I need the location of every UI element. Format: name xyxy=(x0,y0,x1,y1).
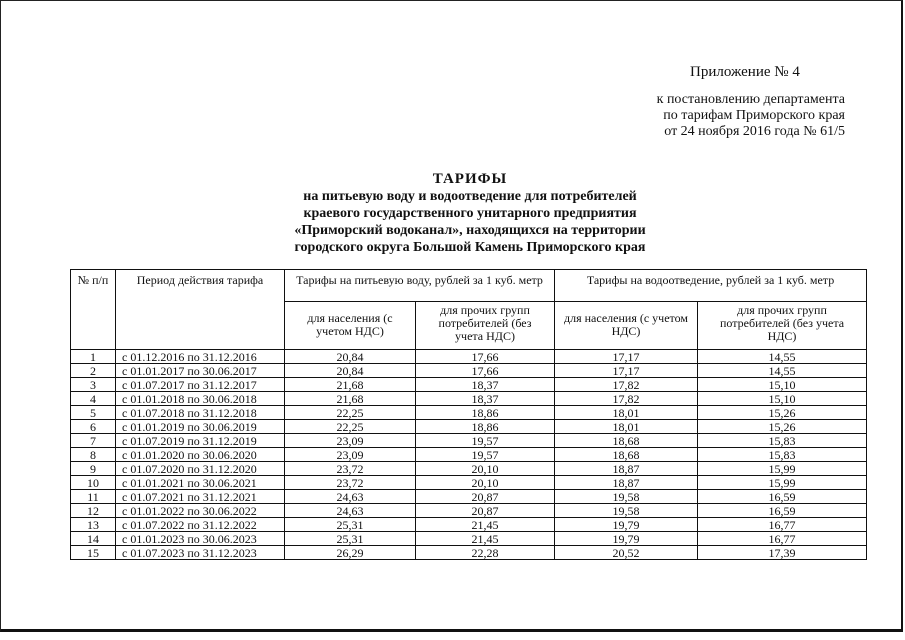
sewer-other-value: 16,77 xyxy=(698,518,867,532)
sewer-other-value: 17,39 xyxy=(698,546,867,560)
title-main: ТАРИФЫ xyxy=(432,171,508,187)
water-other-value: 18,86 xyxy=(416,420,555,434)
water-population-value: 20,84 xyxy=(285,350,416,364)
sewer-other-value: 15,10 xyxy=(698,392,867,406)
sewer-other-value: 15,99 xyxy=(698,462,867,476)
row-number: 9 xyxy=(71,462,116,476)
table-row xyxy=(71,546,867,560)
sewer-other-value: 16,77 xyxy=(698,532,867,546)
row-number: 12 xyxy=(71,504,116,518)
water-population-value: 21,68 xyxy=(285,392,416,406)
sewer-other-value: 15,99 xyxy=(698,476,867,490)
sewer-population-value: 19,58 xyxy=(555,490,698,504)
row-number: 14 xyxy=(71,532,116,546)
sewer-population-value: 17,17 xyxy=(555,350,698,364)
header-sewer-group: Тарифы на водоотведение, рублей за 1 куб. метр xyxy=(555,270,867,302)
water-other-value: 19,57 xyxy=(416,448,555,462)
water-other-value: 20,10 xyxy=(416,476,555,490)
reference-block xyxy=(657,92,845,140)
sewer-other-value: 14,55 xyxy=(698,364,867,378)
table-row xyxy=(71,420,867,434)
row-number: 10 xyxy=(71,476,116,490)
row-period: с 01.07.2018 по 31.12.2018 xyxy=(116,406,285,420)
row-number: 15 xyxy=(71,546,116,560)
document-title xyxy=(250,171,690,256)
row-period: с 01.01.2020 по 30.06.2020 xyxy=(116,448,285,462)
title-line: «Приморский водоканал», находящихся на территории xyxy=(294,223,646,238)
water-population-value: 24,63 xyxy=(285,504,416,518)
row-period: с 01.07.2021 по 31.12.2021 xyxy=(116,490,285,504)
water-population-value: 23,72 xyxy=(285,462,416,476)
water-population-value: 21,68 xyxy=(285,378,416,392)
water-population-value: 20,84 xyxy=(285,364,416,378)
row-number: 1 xyxy=(71,350,116,364)
water-population-value: 23,09 xyxy=(285,434,416,448)
row-period: с 01.01.2019 по 30.06.2019 xyxy=(116,420,285,434)
water-other-value: 20,10 xyxy=(416,462,555,476)
row-period: с 01.07.2019 по 31.12.2019 xyxy=(116,434,285,448)
row-number: 8 xyxy=(71,448,116,462)
row-period: с 01.07.2017 по 31.12.2017 xyxy=(116,378,285,392)
title-line: городского округа Большой Камень Приморского края xyxy=(294,240,646,255)
water-other-value: 20,87 xyxy=(416,504,555,518)
table-row xyxy=(71,392,867,406)
sewer-other-value: 14,55 xyxy=(698,350,867,364)
table-row xyxy=(71,504,867,518)
row-period: с 01.01.2023 по 30.06.2023 xyxy=(116,532,285,546)
sewer-population-value: 19,79 xyxy=(555,532,698,546)
table-row xyxy=(71,490,867,504)
water-population-value: 22,25 xyxy=(285,406,416,420)
sewer-population-value: 19,79 xyxy=(555,518,698,532)
reference-line: к постановлению департамента xyxy=(656,92,845,107)
row-number: 2 xyxy=(71,364,116,378)
header-number: № п/п xyxy=(71,270,116,350)
reference-line: по тарифам Приморского края xyxy=(663,108,845,123)
reference-line: от 24 ноября 2016 года № 61/5 xyxy=(664,124,845,139)
table-row xyxy=(71,448,867,462)
water-other-value: 21,45 xyxy=(416,518,555,532)
water-population-value: 25,31 xyxy=(285,532,416,546)
appendix-label: Приложение № 4 xyxy=(690,64,800,80)
water-other-value: 17,66 xyxy=(416,350,555,364)
row-number: 11 xyxy=(71,490,116,504)
header-sewer-other: для прочих групп потребителей (без учета НДС) xyxy=(698,302,867,350)
row-number: 3 xyxy=(71,378,116,392)
header-water-group: Тарифы на питьевую воду, рублей за 1 куб. метр xyxy=(285,270,555,302)
table-row xyxy=(71,532,867,546)
row-period: с 01.01.2017 по 30.06.2017 xyxy=(116,364,285,378)
sewer-other-value: 15,26 xyxy=(698,420,867,434)
table-row xyxy=(71,406,867,420)
sewer-population-value: 17,17 xyxy=(555,364,698,378)
sewer-other-value: 15,26 xyxy=(698,406,867,420)
sewer-population-value: 18,68 xyxy=(555,434,698,448)
title-line: на питьевую воду и водоотведение для потребителей xyxy=(303,189,637,204)
table-row xyxy=(71,476,867,490)
sewer-population-value: 19,58 xyxy=(555,504,698,518)
table-row xyxy=(71,434,867,448)
sewer-other-value: 15,83 xyxy=(698,434,867,448)
row-number: 6 xyxy=(71,420,116,434)
table-row xyxy=(71,518,867,532)
row-period: с 01.01.2018 по 30.06.2018 xyxy=(116,392,285,406)
water-other-value: 19,57 xyxy=(416,434,555,448)
sewer-population-value: 20,52 xyxy=(555,546,698,560)
row-period: с 01.01.2021 по 30.06.2021 xyxy=(116,476,285,490)
sewer-population-value: 17,82 xyxy=(555,392,698,406)
water-population-value: 25,31 xyxy=(285,518,416,532)
water-population-value: 22,25 xyxy=(285,420,416,434)
water-population-value: 26,29 xyxy=(285,546,416,560)
sewer-other-value: 16,59 xyxy=(698,504,867,518)
sewer-other-value: 15,83 xyxy=(698,448,867,462)
table-body xyxy=(71,350,867,560)
row-period: с 01.07.2023 по 31.12.2023 xyxy=(116,546,285,560)
header-period: Период действия тарифа xyxy=(116,270,285,350)
water-other-value: 18,86 xyxy=(416,406,555,420)
row-number: 5 xyxy=(71,406,116,420)
sewer-population-value: 18,87 xyxy=(555,462,698,476)
water-other-value: 20,87 xyxy=(416,490,555,504)
row-period: с 01.12.2016 по 31.12.2016 xyxy=(116,350,285,364)
header-water-other: для прочих групп потребителей (без учета НДС) xyxy=(416,302,555,350)
row-number: 4 xyxy=(71,392,116,406)
row-number: 13 xyxy=(71,518,116,532)
table-row xyxy=(71,350,867,364)
sewer-population-value: 18,87 xyxy=(555,476,698,490)
table-row xyxy=(71,462,867,476)
title-line: краевого государственного унитарного предприятия xyxy=(303,206,637,221)
sewer-population-value: 18,68 xyxy=(555,448,698,462)
row-period: с 01.07.2022 по 31.12.2022 xyxy=(116,518,285,532)
water-other-value: 18,37 xyxy=(416,378,555,392)
header-water-population: для населения (с учетом НДС) xyxy=(285,302,416,350)
sewer-population-value: 18,01 xyxy=(555,406,698,420)
water-other-value: 21,45 xyxy=(416,532,555,546)
table-row xyxy=(71,364,867,378)
water-other-value: 18,37 xyxy=(416,392,555,406)
water-population-value: 23,72 xyxy=(285,476,416,490)
sewer-population-value: 18,01 xyxy=(555,420,698,434)
water-other-value: 22,28 xyxy=(416,546,555,560)
water-other-value: 17,66 xyxy=(416,364,555,378)
row-period: с 01.07.2020 по 31.12.2020 xyxy=(116,462,285,476)
sewer-other-value: 16,59 xyxy=(698,490,867,504)
header-sewer-population: для населения (с учетом НДС) xyxy=(555,302,698,350)
row-period: с 01.01.2022 по 30.06.2022 xyxy=(116,504,285,518)
sewer-population-value: 17,82 xyxy=(555,378,698,392)
sewer-other-value: 15,10 xyxy=(698,378,867,392)
table-row xyxy=(71,378,867,392)
water-population-value: 24,63 xyxy=(285,490,416,504)
water-population-value: 23,09 xyxy=(285,448,416,462)
row-number: 7 xyxy=(71,434,116,448)
tariff-table xyxy=(70,269,867,560)
